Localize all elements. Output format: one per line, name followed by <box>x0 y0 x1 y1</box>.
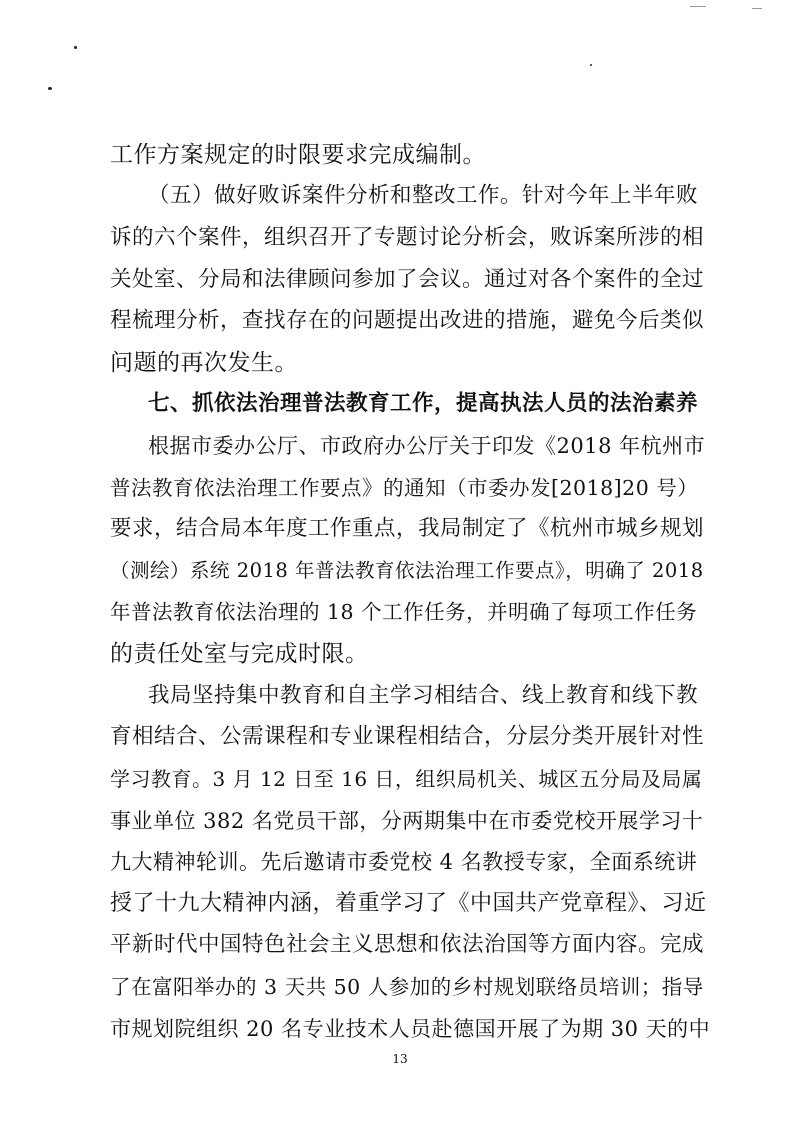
body-text-line: 诉的六个案件，组织召开了专题讨论分析会，败诉案所涉的相 <box>110 225 705 250</box>
scan-speck <box>48 87 52 90</box>
body-text-line: 学习教育。3 月 12 日至 16 日，组织局机关、城区五分局及局属 <box>110 767 703 791</box>
body-text-line: 程梳理分析，查找存在的问题提出改进的措施，避免今后类似 <box>110 308 705 333</box>
body-text-line: 育相结合、公需课程和专业课程相结合，分层分类开展针对性 <box>110 724 705 749</box>
section-heading: 七、抓依法治理普法教育工作，提高执法人员的法治素养 <box>148 391 699 416</box>
page-number: 13 <box>392 1052 408 1066</box>
body-text-line: 事业单位 382 名党员干部，分两期集中在市委党校开展学习十 <box>110 809 704 833</box>
body-text-line: 工作方案规定的时限要求完成编制。 <box>110 142 486 168</box>
body-text-line: 我局坚持集中教育和自主学习相结合、线上教育和线下教 <box>148 683 699 708</box>
body-text-line: 关处室、分局和法律顾问参加了会议。通过对各个案件的全过 <box>110 267 705 292</box>
body-text-line: 九大精神轮训。先后邀请市委党校 4 名教授专家，全面系统讲 <box>110 850 698 874</box>
body-text-line: 问题的再次发生。 <box>110 350 298 376</box>
body-text-line: 年普法教育依法治理的 18 个工作任务，并明确了每项工作任务 <box>110 600 698 624</box>
body-text-line: （五）做好败诉案件分析和整改工作。针对今年上半年败 <box>148 183 699 208</box>
scan-speck <box>590 64 592 66</box>
body-text-line: 根据市委办公厅、市政府办公厅关于印发《2018 年杭州市 <box>148 434 706 458</box>
body-text-line: 了在富阳举办的 3 天共 50 人参加的乡村规划联络员培训；指导 <box>110 975 704 999</box>
scan-edge-mark <box>752 8 762 9</box>
body-text-line: 的责任处室与完成时限。 <box>110 641 369 667</box>
scan-speck <box>74 46 77 49</box>
body-text-line: 市规划院组织 20 名专业技术人员赴德国开展了为期 30 天的中 <box>110 1017 711 1041</box>
body-text-line: 普法教育依法治理工作要点》的通知（市委办发[2018]20 号） <box>110 476 699 500</box>
body-text-line: 平新时代中国特色社会主义思想和依法治国等方面内容。完成 <box>110 932 705 957</box>
body-text-line: 授了十九大精神内涵，着重学习了《中国共产党章程》、习近 <box>110 891 707 916</box>
scan-edge-mark <box>690 6 706 7</box>
body-text-line: （测绘）系统 2018 年普法教育依法治理工作要点》，明确了 2018 <box>110 559 704 582</box>
body-text-line: 要求，结合局本年度工作重点，我局制定了《杭州市城乡规划 <box>110 516 705 541</box>
